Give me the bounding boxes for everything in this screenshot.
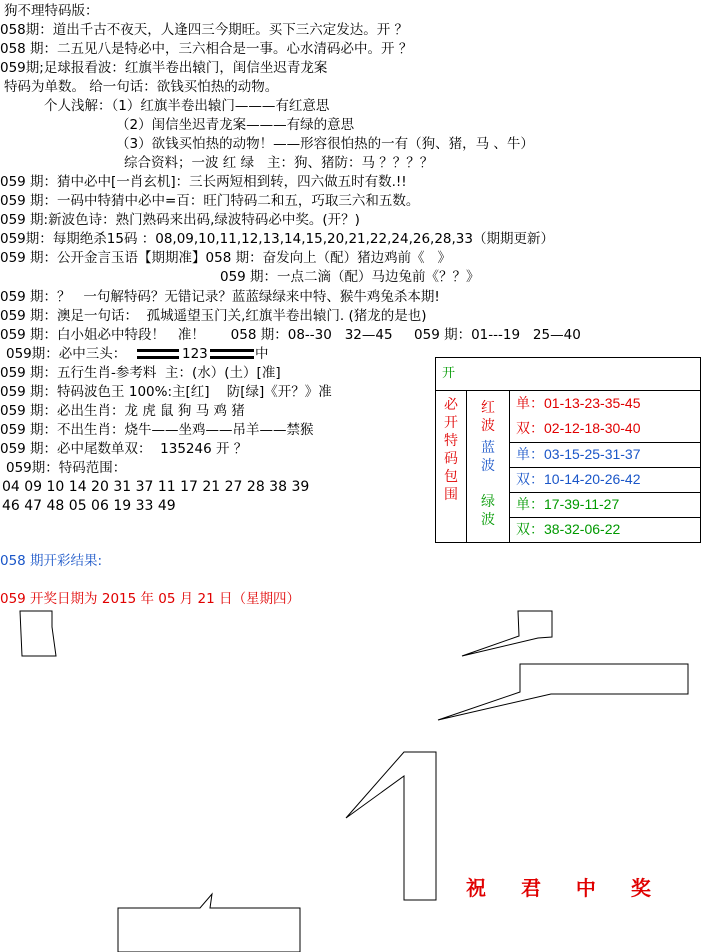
- callout-shape: [20, 611, 56, 656]
- digits: 中: [255, 346, 269, 362]
- label-char: 码: [444, 450, 458, 466]
- prediction-line: 059 期：一码中特猜中必中=百：旺门特码二和五，巧取三六和五数。: [0, 193, 420, 209]
- wave-char: 红: [481, 399, 495, 415]
- number-one-shape: [346, 752, 436, 900]
- prediction-line: 059 期：猜中必中[一肖玄机]：三长两短相到转，四六做五时有数.!!: [0, 174, 407, 190]
- interpretation-line: （2）闺信坐迟青龙案———有绿的意思: [116, 117, 355, 133]
- prediction-line: 058 期：二五见八是特必中，三六相合是一事。心水清码必中。开 ？: [0, 41, 413, 57]
- prediction-line: 059期：每期绝杀15码 ：08,09,10,11,12,13,14,15,20,21,22,24,26,28,33（期期更新）: [0, 231, 554, 247]
- wave-char: 蓝: [481, 439, 495, 455]
- prediction-line: 特码为单数。 给一句话：欲钱买怕热的动物。: [4, 79, 279, 95]
- table-row: 双：10-14-20-26-42: [516, 471, 641, 487]
- label-char: 必: [444, 396, 458, 412]
- digits: 123: [182, 346, 208, 362]
- title: 狗不理特码版：: [4, 3, 99, 19]
- prediction-line: 059期;足球报看波：红旗半卷出辕门，闺信坐迟青龙案: [0, 60, 328, 76]
- table-header: 开: [436, 358, 700, 391]
- prediction-line: 058期：道出千古不夜天，人逢四三今期旺。买下三六定发达。开 ？: [0, 22, 409, 38]
- draw-date: 059 开奖日期为 2015 年 05 月 21 日（星期四）: [0, 591, 301, 607]
- prediction-line: 059 期：五行生肖-参考料 主：(水）(土）[准]: [0, 365, 281, 381]
- table-row: 双：38-32-06-22: [516, 521, 621, 537]
- table-row: 单：17-39-11-27: [516, 496, 620, 512]
- label-char: 包: [444, 468, 458, 484]
- prediction-line: 059 期：必中尾数单双： 135246 开 ？: [0, 441, 248, 457]
- result-label: 058 期开彩结果:: [0, 553, 103, 569]
- wave-char: 波: [481, 457, 495, 473]
- prediction-line: 059 期：？ 一句解特码？无错记录？蓝蓝绿绿来中特、猴牛鸡兔杀本期!: [0, 289, 440, 305]
- table-row: 单：03-15-25-31-37: [516, 446, 641, 462]
- prediction-line: 059 期：公开金言玉语【期期准】058 期：奋发向上（配）猪边鸡前《 》: [0, 250, 451, 266]
- prediction-line: 059期：特码范围：: [6, 460, 127, 476]
- prediction-line: 059 期：澳足一句话： 孤城遥望玉门关,红旗半卷出辕门. (猪龙的是也): [0, 308, 427, 324]
- callout-shape: [438, 664, 688, 720]
- prediction-line: 059 期:新波色诗：熟门熟码来出码,绿波特码必中奖。(开？): [0, 212, 360, 228]
- callout-shape: [118, 894, 300, 952]
- number-range: 46 47 48 05 06 19 33 49: [2, 498, 176, 511]
- prediction-line: 059 期：特码波色王 100%:主[红] 防[绿]《开？》准: [0, 384, 332, 400]
- label-char: 开: [444, 414, 458, 430]
- interpretation-line: （3）欲钱买怕热的动物！——形容很怕热的一有（狗、猪，马 、牛）: [116, 136, 534, 152]
- number-range: 04 09 10 14 20 31 37 11 17 21 27 28 38 39: [2, 479, 310, 495]
- prediction-line: 059 期：不出生肖：烧牛——坐鸡——吊羊——禁猴: [0, 422, 314, 438]
- prediction-line: 059期：必中三头：: [6, 346, 127, 362]
- label-char: 围: [444, 486, 458, 502]
- blessing-text: 祝 君 中 奖: [466, 876, 665, 900]
- label-char: 特: [444, 432, 458, 448]
- wave-char: 波: [481, 511, 495, 527]
- wave-char: 绿: [481, 493, 495, 509]
- table-row: 单：01-13-23-35-45: [516, 395, 641, 411]
- prediction-line: 059 期：白小姐必中特段！ 准！ 058 期：08--30 32—45 059 期：01---19 25—40: [0, 327, 581, 343]
- table-row: 双：02-12-18-30-40: [516, 420, 641, 436]
- wave-char: 波: [481, 417, 495, 433]
- summary-line: 综合资料；一波 红 绿 主：狗、猪防：马 ？？？？: [124, 155, 434, 171]
- interpretation-line: 个人浅解：（1）红旗半卷出辕门———有红意思: [44, 98, 330, 114]
- prediction-line: 059 期：必出生肖：龙 虎 鼠 狗 马 鸡 猪: [0, 403, 245, 419]
- prediction-line: 059 期：一点二滴（配）马边兔前《？？》: [220, 269, 480, 285]
- callout-shape: [462, 611, 552, 656]
